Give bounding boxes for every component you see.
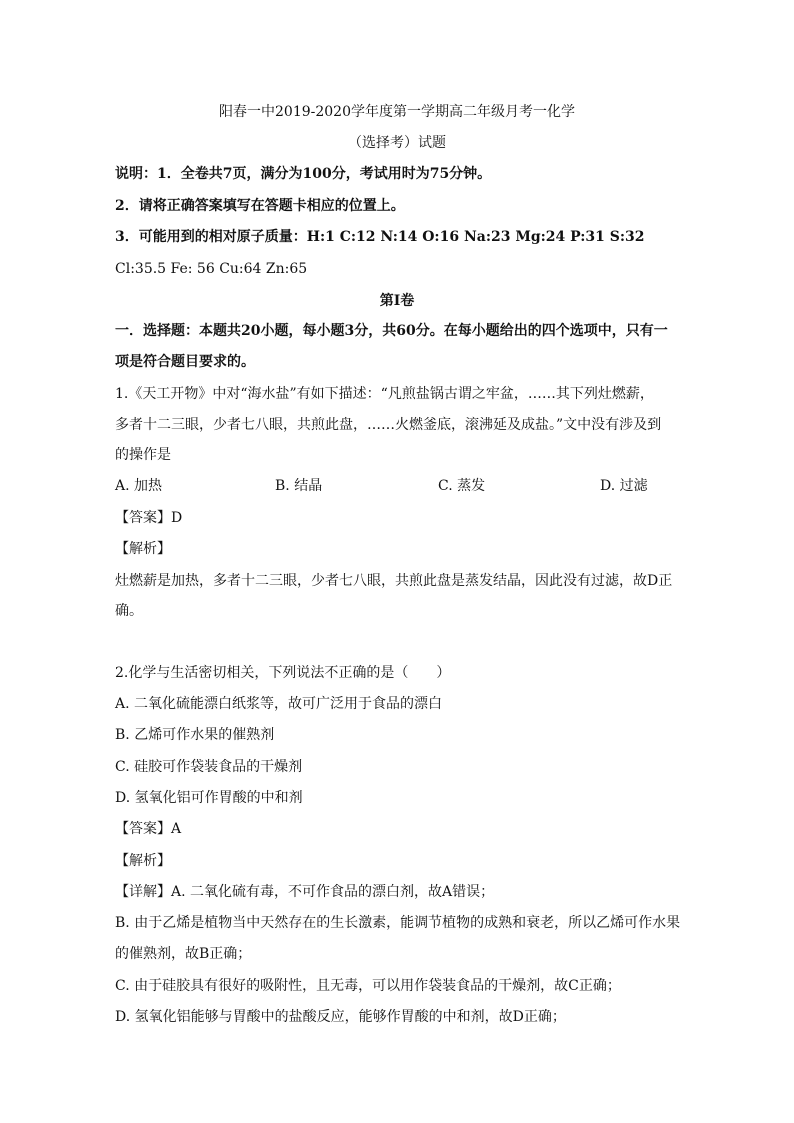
section-heading-line-2: 项是符合题目要求的。 bbox=[115, 354, 255, 370]
volume-heading: 第Ⅰ卷 bbox=[379, 293, 415, 309]
q1-stem-line-3: 的操作是 bbox=[115, 447, 171, 463]
q2-detail-a: 【详解】A. 二氧化硫有毒，不可作食品的漂白剂，故A错误； bbox=[115, 884, 495, 900]
q2-detail-c: C. 由于硅胶具有很好的吸附性，且无毒，可以用作袋装食品的干燥剂，故C正确； bbox=[115, 978, 621, 994]
instruction-line-1: 说明：1．全卷共7页，满分为100分，考试用时为75分钟。 bbox=[115, 166, 492, 182]
instruction-line-3: 3．可能用到的相对原子质量：H:1 C:12 N:14 O:16 Na:23 Mg:24 P:31 S:32 bbox=[115, 229, 645, 245]
q1-option-c: C. 蒸发 bbox=[438, 478, 486, 494]
q1-analysis-line-1: 灶燃薪是加热，多者十二三眼，少者七八眼，共煎此盘是蒸发结晶，因此没有过滤，故D正 bbox=[115, 573, 673, 589]
q2-detail-b-line-1: B. 由于乙烯是植物当中天然存在的生长激素，能调节植物的成熟和衰老，所以乙烯可作水果 bbox=[115, 915, 681, 931]
q2-detail-b-line-2: 的催熟剂，故B正确； bbox=[115, 946, 252, 962]
exam-title: 阳春一中2019-2020学年度第一学期高二年级月考一化学 bbox=[219, 104, 575, 120]
instruction-line-4: Cl:35.5 Fe: 56 Cu:64 Zn:65 bbox=[115, 261, 308, 277]
q1-stem-line-1: 1.《天工开物》中对“海水盐”有如下描述：“凡煎盐锅古谓之牢盆，……其下列灶燃薪， bbox=[115, 386, 654, 402]
q1-analysis-line-2: 确。 bbox=[115, 603, 143, 619]
q1-answer: 【答案】D bbox=[115, 510, 183, 526]
q2-answer: 【答案】A bbox=[115, 821, 182, 837]
q1-option-a: A. 加热 bbox=[115, 478, 163, 494]
instruction-line-2: 2．请将正确答案填写在答题卡相应的位置上。 bbox=[115, 198, 405, 214]
q2-option-b: B. 乙烯可作水果的催熟剂 bbox=[115, 727, 275, 743]
q1-option-d: D. 过滤 bbox=[600, 478, 648, 494]
q1-option-b: B. 结晶 bbox=[275, 478, 323, 494]
q2-analysis-label: 【解析】 bbox=[115, 853, 171, 869]
section-heading-line-1: 一．选择题：本题共20小题，每小题3分，共60分。在每小题给出的四个选项中，只有一 bbox=[115, 323, 668, 339]
q1-analysis-label: 【解析】 bbox=[115, 541, 171, 557]
q2-option-a: A. 二氧化硫能漂白纸浆等，故可广泛用于食品的漂白 bbox=[115, 696, 443, 712]
q1-stem-line-2: 多者十二三眼，少者七八眼，共煎此盘，……火燃釜底，滚沸延及成盐。”文中没有涉及到 bbox=[115, 417, 662, 433]
q2-option-c: C. 硅胶可作袋装食品的干燥剂 bbox=[115, 759, 303, 775]
q2-detail-d: D. 氢氧化铝能够与胃酸中的盐酸反应，能够作胃酸的中和剂，故D正确； bbox=[115, 1009, 566, 1025]
exam-subtitle: （选择考）试题 bbox=[348, 135, 446, 151]
q2-stem: 2.化学与生活密切相关，下列说法不正确的是（ ） bbox=[115, 665, 451, 681]
q2-option-d: D. 氢氧化铝可作胃酸的中和剂 bbox=[115, 790, 303, 806]
